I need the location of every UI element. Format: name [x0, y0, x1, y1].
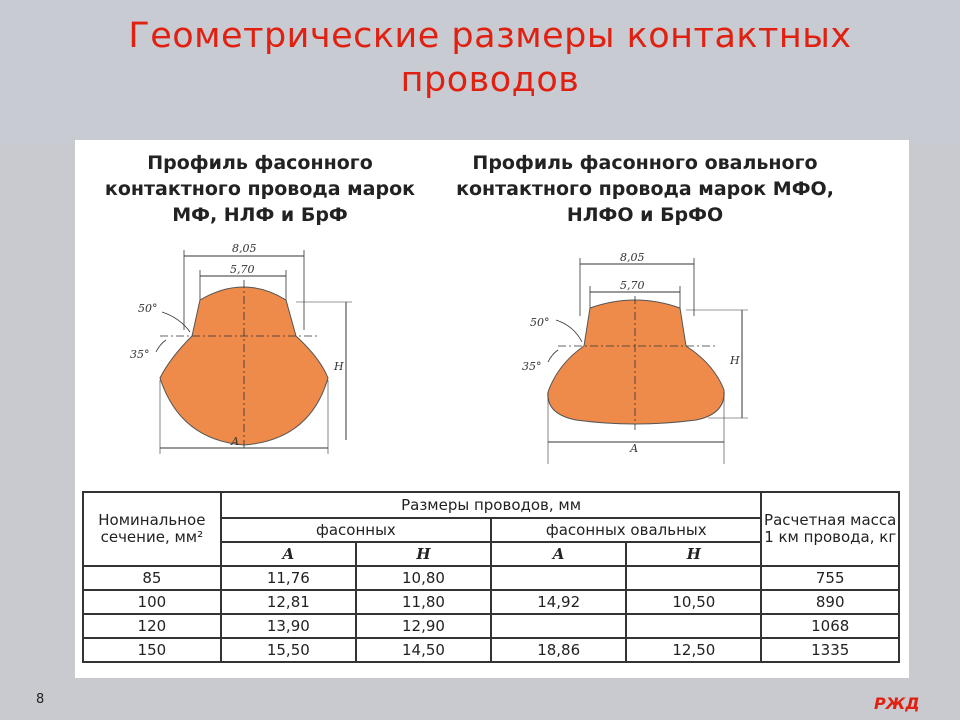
cell-a: 12,81 [221, 590, 356, 614]
header-sizes: Размеры проводов, мм [221, 492, 762, 518]
slide-title: Геометрические размеры контактных проводов [128, 16, 852, 100]
right-dim-top-width: 8,05 [620, 252, 645, 264]
right-profile-drawing [518, 252, 768, 472]
cell-oval-a [491, 614, 626, 638]
right-dim-inner-width: 5,70 [620, 279, 645, 292]
cell-a: 13,90 [221, 614, 356, 638]
header-shaped: фасонных [221, 518, 491, 542]
left-profile-drawing [120, 240, 370, 465]
header-nominal: Номинальное сечение, мм² [83, 492, 221, 566]
cell-oval-h [626, 614, 761, 638]
cell-h: 12,90 [356, 614, 491, 638]
left-dim-top-width: 8,05 [232, 242, 257, 255]
cell-a: 11,76 [221, 566, 356, 590]
cell-oval-h: 12,50 [626, 638, 761, 662]
cell-mass: 1335 [761, 638, 899, 662]
cell-section: 150 [83, 638, 221, 662]
rzd-logo-icon [872, 692, 928, 714]
table-row [83, 638, 899, 662]
table-row [83, 590, 899, 614]
wire-sizes-table [82, 491, 900, 663]
logo-text: РЖД [874, 694, 920, 713]
cell-section: 100 [83, 590, 221, 614]
cell-h: 10,80 [356, 566, 491, 590]
left-angle-lower: 35° [130, 348, 150, 361]
footer-band [0, 680, 960, 720]
cell-mass: 1068 [761, 614, 899, 638]
left-dim-inner-width: 5,70 [230, 263, 255, 276]
cell-section: 120 [83, 614, 221, 638]
cell-oval-a [491, 566, 626, 590]
left-dim-base: А [231, 435, 240, 448]
left-angle-upper: 50° [138, 302, 158, 315]
left-dim-height: Н [334, 360, 344, 373]
cell-mass: 755 [761, 566, 899, 590]
right-profile-shape [548, 300, 724, 424]
left-profile-heading: Профиль фасонного контактного провода марок МФ, НЛФ и БрФ [104, 152, 416, 226]
cell-oval-a: 14,92 [491, 590, 626, 614]
cell-oval-a: 18,86 [491, 638, 626, 662]
table-row [83, 614, 899, 638]
right-dim-height: Н [730, 354, 740, 367]
cell-oval-h [626, 566, 761, 590]
cell-oval-h: 10,50 [626, 590, 761, 614]
right-angle-upper: 50° [530, 316, 550, 329]
right-dim-base: А [630, 442, 639, 455]
cell-mass: 890 [761, 590, 899, 614]
cell-h: 11,80 [356, 590, 491, 614]
right-profile-heading: Профиль фасонного овального контактного провода марок МФО, НЛФО и БрФО [456, 152, 834, 226]
page-number: 8 [36, 692, 45, 707]
right-angle-lower: 35° [522, 360, 542, 373]
cell-a: 15,50 [221, 638, 356, 662]
header-oval: фасонных овальных [491, 518, 761, 542]
header-mass: Расчетная масса 1 км провода, кг [761, 492, 899, 566]
subheader-oval-a: А [491, 542, 626, 566]
cell-h: 14,50 [356, 638, 491, 662]
subheader-a: А [221, 542, 356, 566]
subheader-h: Н [356, 542, 491, 566]
subheader-oval-h: Н [626, 542, 761, 566]
cell-section: 85 [83, 566, 221, 590]
table-row [83, 566, 899, 590]
